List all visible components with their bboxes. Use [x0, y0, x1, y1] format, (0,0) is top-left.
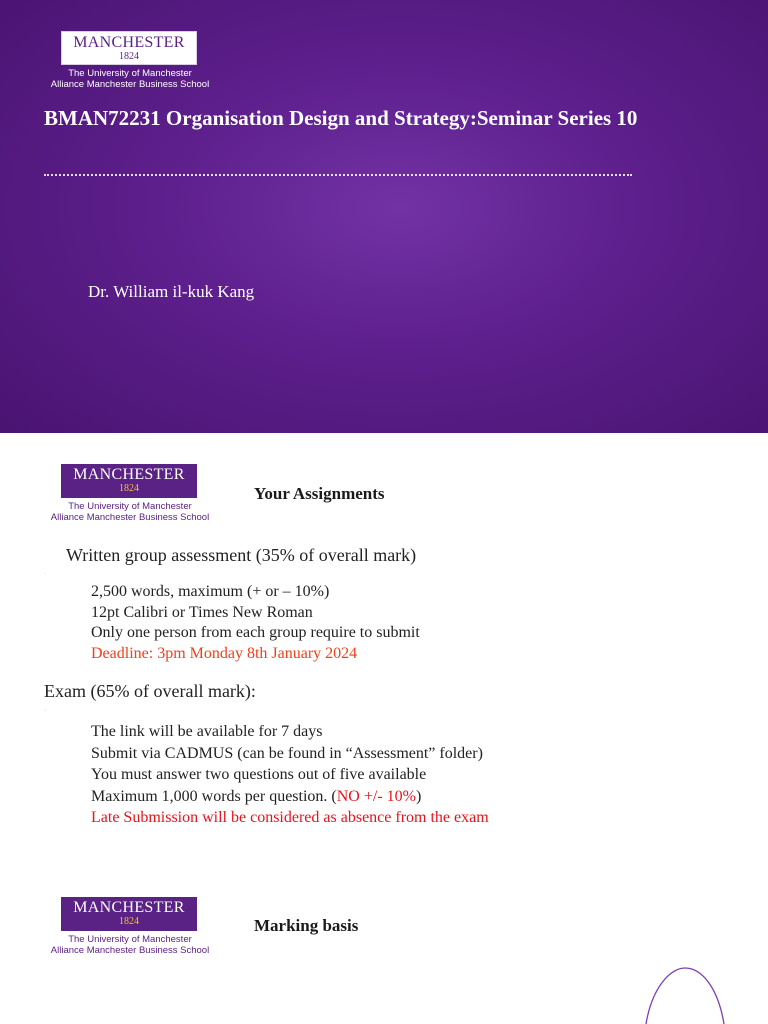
written-item: 12pt Calibri or Times New Roman	[91, 603, 313, 621]
logo-university-line: The University of Manchester	[68, 934, 192, 945]
logo-university-line: The University of Manchester	[68, 68, 192, 79]
decorative-arc	[640, 963, 730, 1024]
slide-heading: Your Assignments	[254, 484, 385, 503]
bullet-marker: ·	[44, 708, 46, 714]
exam-item: You must answer two questions out of five available	[91, 766, 427, 783]
max-words-line: Maximum 1,000 words per question. (NO +/- 10%)	[91, 787, 422, 805]
no-tolerance-note: NO +/- 10%	[336, 787, 416, 805]
slide-title: BMAN72231 Organisation Design and Strategy:Seminar Series 10	[44, 106, 638, 130]
late-submission-note: Late Submission will be considered as absence from the exam	[91, 809, 489, 826]
marking-basis-heading: Marking basis	[254, 916, 359, 935]
written-item: Only one person from each group require to submit	[91, 624, 420, 641]
logo-school-line: Alliance Manchester Business School	[50, 945, 210, 956]
exam-item: The link will be available for 7 days	[91, 723, 323, 740]
university-logo	[40, 464, 220, 523]
arc-shape	[646, 968, 724, 1024]
deadline-text: Deadline: 3pm Monday 8th January 2024	[91, 644, 358, 662]
logo-wordmark: MANCHESTER 1824	[61, 464, 197, 498]
assignments-slide	[0, 433, 768, 1024]
logo-school-line: Alliance Manchester Business School	[50, 512, 210, 523]
logo-university-line: The University of Manchester	[68, 501, 192, 512]
logo-school-line: Alliance Manchester Business School	[50, 79, 210, 90]
written-item: 2,500 words, maximum (+ or – 10%)	[91, 583, 330, 600]
exam-heading: Exam (65% of overall mark):	[44, 681, 256, 701]
university-logo	[40, 897, 220, 956]
written-assessment-heading: Written group assessment (35% of overall mark)	[66, 545, 417, 565]
logo-wordmark: MANCHESTER 1824	[61, 897, 197, 931]
exam-item: Submit via CADMUS (can be found in “Assessment” folder)	[91, 744, 483, 762]
title-slide	[0, 0, 768, 433]
logo-wordmark: MANCHESTER 1824	[61, 31, 197, 65]
dotted-divider	[44, 174, 632, 176]
university-logo	[40, 31, 220, 90]
author-name: Dr. William il-kuk Kang	[88, 282, 255, 301]
bullet-marker: ·	[44, 571, 46, 577]
